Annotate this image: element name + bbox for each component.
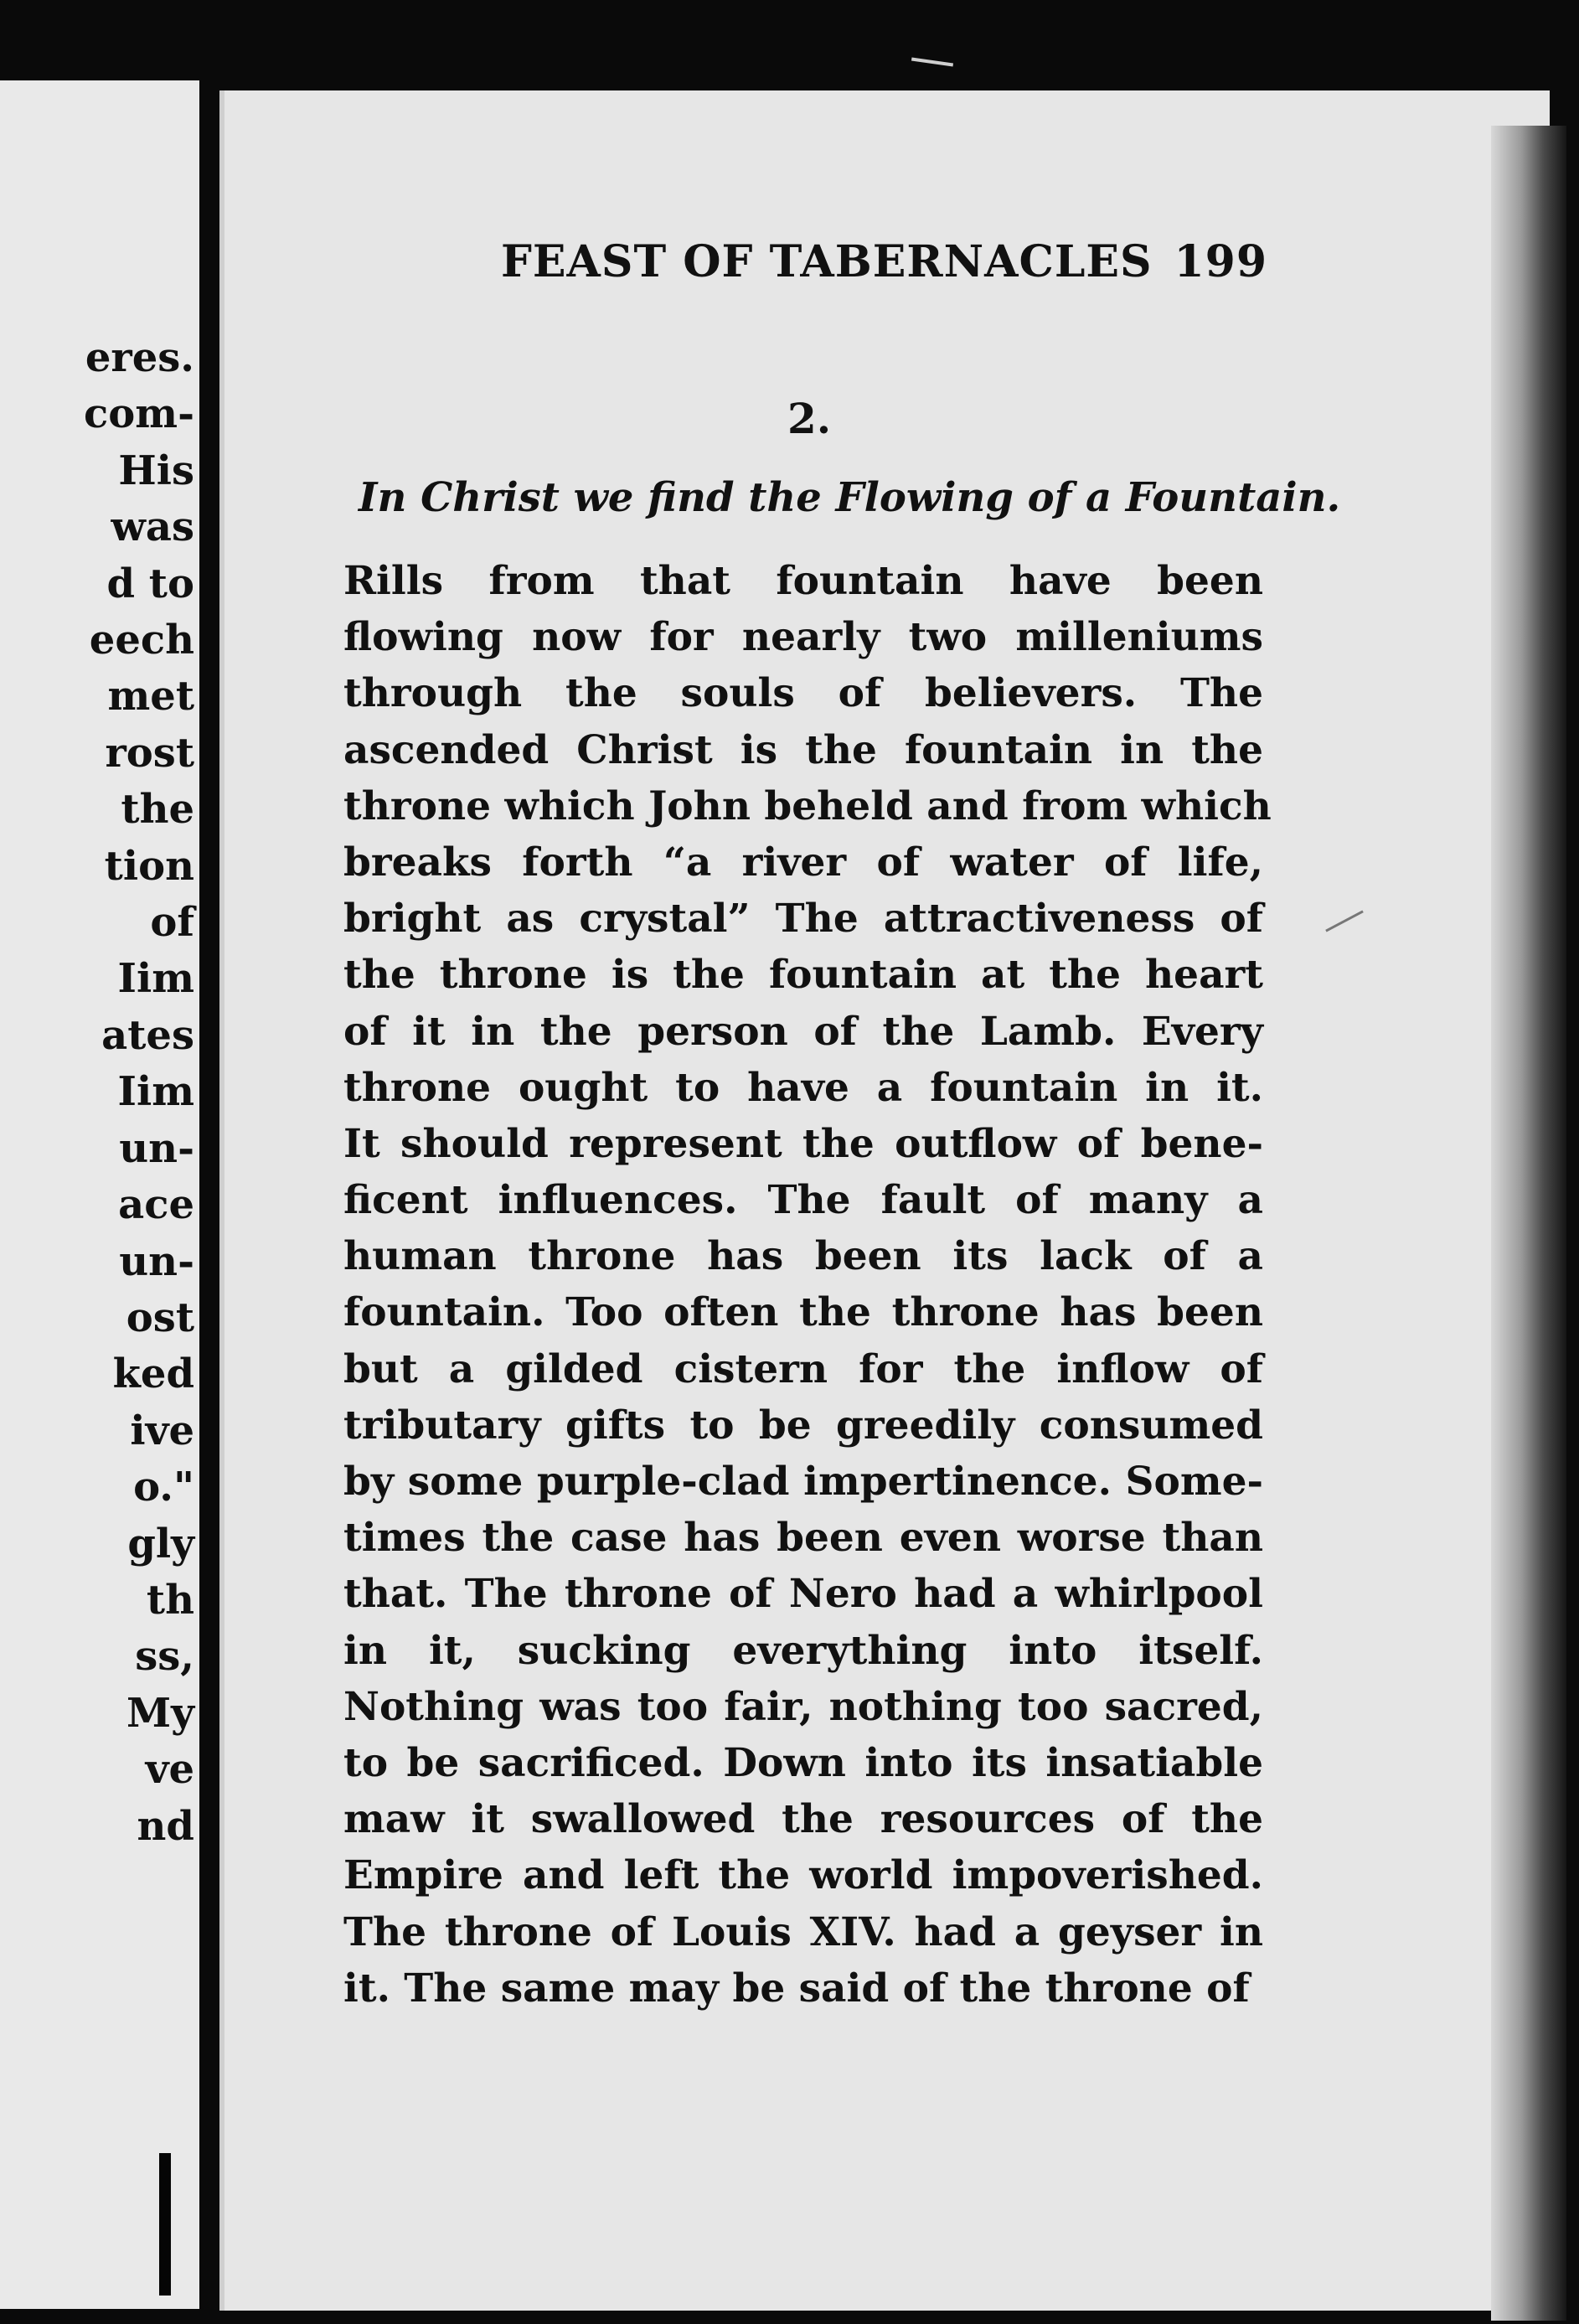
text-line: flowing now for nearly two milleniums <box>343 614 1263 661</box>
text-line: ficent influences. The fault of many a <box>343 1177 1263 1224</box>
facing-page-line: tion <box>104 842 194 890</box>
text-line: through the souls of believers. The <box>343 670 1263 717</box>
body-paragraph <box>343 553 1272 2017</box>
text-line: bright as crystal” The attractiveness of <box>343 896 1263 943</box>
text-line: of it in the person of the Lamb. Every <box>343 1008 1263 1055</box>
facing-page-line: com- <box>84 390 194 438</box>
facing-page-line: Iim <box>117 1068 194 1116</box>
scan-artifact <box>911 58 953 67</box>
text-line: throne ought to have a fountain in it. <box>343 1064 1263 1111</box>
facing-page <box>0 80 199 2309</box>
page-edge-shadow <box>1491 126 1566 2321</box>
text-line: The throne of Louis XIV. had a geyser in <box>343 1908 1263 1955</box>
facing-page-line: th <box>146 1576 194 1624</box>
text-line: tributary gifts to be greedily consumed <box>343 1402 1263 1449</box>
text-line: times the case has been even worse than <box>343 1515 1263 1562</box>
text-line: by some purple-clad impertinence. Some- <box>343 1459 1263 1505</box>
text-line: ascended Christ is the fountain in the <box>343 726 1263 773</box>
text-line: fountain. Too often the throne has been <box>343 1289 1263 1336</box>
text-line: but a gilded cistern for the inflow of <box>343 1345 1263 1392</box>
facing-page-line: eech <box>89 617 194 664</box>
section-subheading: In Christ we find the Flowing of a Fountain. <box>359 474 1341 521</box>
running-header <box>501 236 1267 287</box>
text-line: breaks forth “a river of water of life, <box>343 839 1263 886</box>
facing-page-line: eres. <box>85 334 194 381</box>
facing-page-line: His <box>118 447 194 494</box>
facing-page-line: d to <box>106 560 194 607</box>
section-number: 2. <box>787 394 832 443</box>
text-line: human throne has been its lack of a <box>343 1233 1263 1280</box>
facing-page-line: of <box>150 899 194 947</box>
facing-page-line: ost <box>126 1294 194 1341</box>
facing-page-line: ace <box>118 1181 194 1229</box>
running-title: FEAST OF TABERNACLES <box>501 236 1153 287</box>
facing-page-line: un- <box>119 1124 194 1172</box>
facing-page-line: was <box>111 504 194 551</box>
facing-page-line: ates <box>101 1011 194 1059</box>
facing-page-text <box>84 330 194 1855</box>
text-line: It should represent the outflow of bene- <box>343 1120 1263 1167</box>
text-line: Rills from that fountain have been <box>343 558 1263 604</box>
text-line: throne which John beheld and from which <box>343 782 1272 829</box>
text-line: the throne is the fountain at the heart <box>343 952 1263 999</box>
facing-page-line: gly <box>127 1520 194 1567</box>
facing-page-line: rost <box>105 729 194 777</box>
facing-page-line: un- <box>119 1237 194 1285</box>
text-line: maw it swallowed the resources of the <box>343 1796 1263 1843</box>
facing-page-line: the <box>121 786 194 834</box>
facing-page-line: Iim <box>117 955 194 1003</box>
text-line: in it, sucking everything into itself. <box>343 1627 1263 1674</box>
text-line: Nothing was too fair, nothing too sacred, <box>343 1683 1263 1730</box>
facing-page-line: nd <box>137 1802 194 1850</box>
gutter-shadow <box>159 2153 171 2296</box>
facing-page-line: met <box>107 673 194 720</box>
text-line: it. The same may be said of the throne of <box>343 1965 1250 2012</box>
text-line: to be sacrificed. Down into its insatiable <box>343 1739 1263 1786</box>
text-line: Empire and left the world impoverished. <box>343 1852 1263 1899</box>
page-number: 199 <box>1174 236 1267 287</box>
text-line: that. The throne of Nero had a whirlpool <box>343 1571 1263 1618</box>
facing-page-line: o." <box>133 1464 194 1511</box>
facing-page-line: ss, <box>135 1633 194 1681</box>
facing-page-line: ked <box>112 1351 194 1398</box>
facing-page-line: ive <box>130 1407 194 1454</box>
facing-page-line: My <box>126 1689 194 1737</box>
facing-page-line: ve <box>145 1746 194 1794</box>
